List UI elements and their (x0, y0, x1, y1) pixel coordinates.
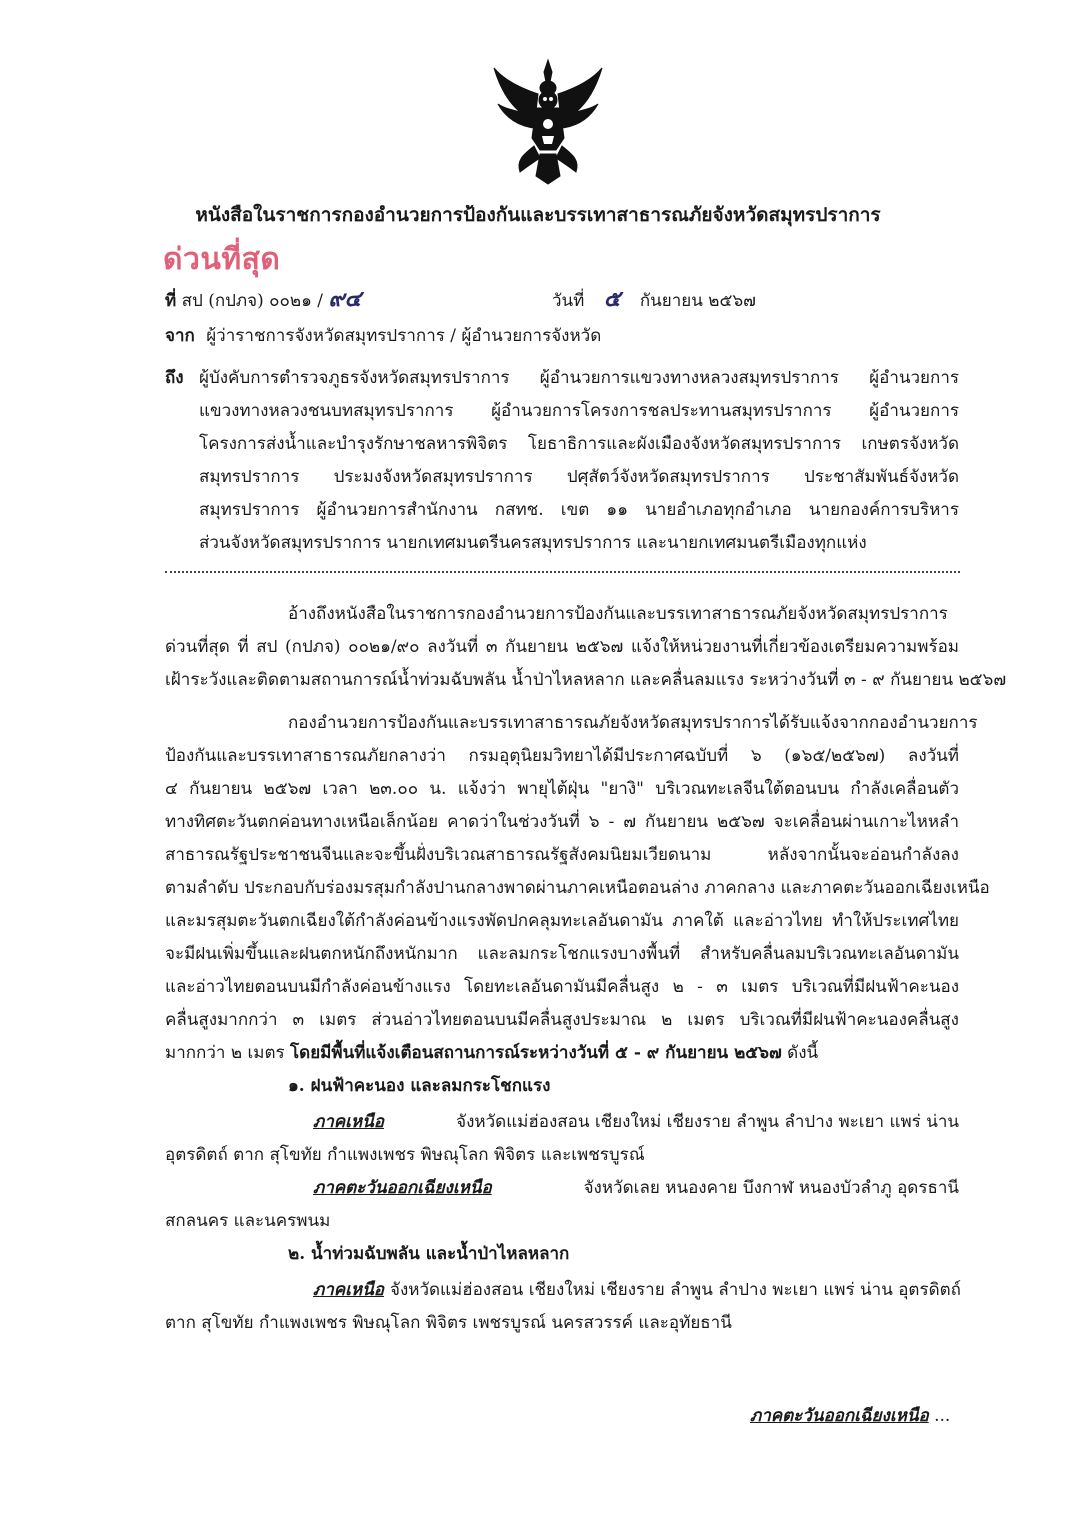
para2-line-5: สาธารณรัฐประชาชนจีนและจะขึ้นฝั่งบริเวณสาธารณรัฐสังคมนิยมเวียดนาม หลังจากนั้นจะอ่อนกำลังลง (165, 845, 959, 865)
para2-line-2: ป้องกันและบรรเทาสาธารณภัยกลางว่า กรมอุตุนิยมวิทยาได้มีประกาศฉบับที่ ๖ (๑๖๕/๒๕๖๗) ลงวันที่ (165, 746, 959, 766)
para2-line-8: จะมีฝนเพิ่มขึ้นและฝนตกหนักถึงหนักมาก และลมกระโชกแรงบางพื้นที่ สำหรับคลื่นลมบริเวณทะเลอันดามัน (165, 944, 959, 964)
to-line-6: ส่วนจังหวัดสมุทรปราการ นายกเทศมนตรีนครสมุทรปราการ และนายกเทศมนตรีเมืองทุกแห่ง (199, 533, 867, 553)
para2-last-tail: ดังนี้ (787, 1043, 819, 1063)
from-line (165, 322, 601, 349)
separator-dotted-line (165, 571, 960, 573)
to-line-1: ผู้บังคับการตำรวจภูธรจังหวัดสมุทรปราการ ผู้อำนวยการแขวงทางหลวงสมุทรปราการ ผู้อำนวยการ (199, 368, 959, 388)
s2-north-line-2: ตาก สุโขทัย กำแพงเพชร พิษณุโลก พิจิตร เพชรบูรณ์ นครสวรรค์ และอุทัยธานี (165, 1313, 732, 1333)
date-line (552, 281, 756, 316)
garuda-emblem-icon (490, 58, 606, 186)
from-label: จาก (165, 326, 195, 346)
urgency-stamp: ด่วนที่สุด (163, 242, 281, 277)
para1-line-3: เฝ้าระวังและติดตามสถานการณ์น้ำท่วมฉับพลัน น้ำป่าไหลหลาก และคลื่นลมแรง ระหว่างวันที่ ๓ - ๙ กันยายน ๒๕๖๗ (165, 670, 1007, 690)
to-line-5: สมุทรปราการ ผู้อำนวยการสำนักงาน กสทช. เขต ๑๑ นายอำเภอทุกอำเภอ นายกองค์การบริหาร (199, 500, 959, 520)
para2-line-10: คลื่นสูงมากกว่า ๓ เมตร ส่วนอ่าวไทยตอนบนมีคลื่นสูงประมาณ ๒ เมตร บริเวณที่มีฝนฟ้าคะนองคลื่นสูง (165, 1010, 959, 1030)
date-day-handwritten: ๕ (603, 287, 621, 312)
document-heading: หนังสือในราชการกองอำนวยการป้องกันและบรรเทาสาธารณภัยจังหวัดสมุทรปราการ (195, 204, 881, 226)
para2-line-11 (165, 1039, 818, 1066)
s2-north-label: ภาคเหนือ (313, 1280, 384, 1300)
ref-handwritten: ๙๔ (328, 287, 362, 312)
continuation-dots: ... (934, 1406, 951, 1426)
s1-north-line-1 (313, 1108, 959, 1135)
para2-line-7: และมรสุมตะวันตกเฉียงใต้กำลังค่อนข้างแรงพัดปกคลุมทะเลอันดามัน ภาคใต้ และอ่าวไทย ทำให้ประเทศไทย (165, 911, 959, 931)
para1-line-2: ด่วนที่สุด ที่ สป (กปภจ) ๐๐๒๑/๙๐ ลงวันที่ ๓ กันยายน ๒๕๖๗ แจ้งให้หน่วยงานที่เกี่ยวข้องเตรียมความพร้อม (165, 637, 959, 657)
para1-line-1: อ้างถึงหนังสือในราชการกองอำนวยการป้องกันและบรรเทาสาธารณภัยจังหวัดสมุทรปราการ (288, 604, 948, 624)
ref-label: ที่ (165, 291, 177, 311)
ref-number: สป (กปภจ) ๐๐๒๑ / (181, 291, 323, 311)
reference-line (165, 281, 361, 316)
section1-title: ๑. ฝนฟ้าคะนอง และลมกระโชกแรง (288, 1076, 551, 1096)
para2-line-1: กองอำนวยการป้องกันและบรรเทาสาธารณภัยจังหวัดสมุทรปราการได้รับแจ้งจากกองอำนวยการ (288, 713, 978, 733)
s2-north-text-1: จังหวัดแม่ฮ่องสอน เชียงใหม่ เชียงราย ลำพูน ลำปาง พะเยา แพร่ น่าน อุตรดิตถ์ (389, 1280, 961, 1300)
para2-line-4: ทางทิศตะวันตกค่อนทางเหนือเล็กน้อย คาดว่าในช่วงวันที่ ๖ - ๗ กันยายน ๒๕๖๗ จะเคลื่อนผ่านเกาะไหหลำ (165, 812, 959, 832)
s2-north-line-1 (313, 1276, 959, 1303)
para2-line-3: ๔ กันยายน ๒๕๖๗ เวลา ๒๓.๐๐ น. แจ้งว่า พายุไต้ฝุ่น "ยางิ" บริเวณทะเลจีนใต้ตอนบน กำลังเคลื่อนตัว (165, 779, 959, 799)
to-line-4: สมุทรปราการ ประมงจังหวัดสมุทรปราการ ปศุสัตว์จังหวัดสมุทรปราการ ประชาสัมพันธ์จังหวัด (199, 467, 959, 487)
s1-ne-line-2: สกลนคร และนครพนม (165, 1211, 331, 1231)
s1-north-text-1: จังหวัดแม่ฮ่องสอน เชียงใหม่ เชียงราย ลำพูน ลำปาง พะเยา แพร่ น่าน (456, 1112, 959, 1132)
para2-last-bold: โดยมีพื้นที่แจ้งเตือนสถานการณ์ระหว่างวันที่ ๕ - ๙ กันยายน ๒๕๖๗ (290, 1043, 782, 1063)
continuation-marker (750, 1402, 950, 1429)
s1-north-label: ภาคเหนือ (313, 1112, 384, 1132)
date-month-year: กันยายน ๒๕๖๗ (639, 291, 756, 311)
s1-ne-text-1: จังหวัดเลย หนองคาย บึงกาฬ หนองบัวลำภู อุดรธานี (583, 1178, 959, 1198)
para2-line-9: และอ่าวไทยตอนบนมีกำลังค่อนข้างแรง โดยทะเลอันดามันมีคลื่นสูง ๒ - ๓ เมตร บริเวณที่มีฝนฟ้าคะนอง (165, 977, 959, 997)
to-label: ถึง (165, 368, 184, 388)
s1-ne-line-1 (313, 1174, 959, 1201)
to-line-2: แขวงทางหลวงชนบทสมุทรปราการ ผู้อำนวยการโครงการชลประทานสมุทรปราการ ผู้อำนวยการ (199, 401, 959, 421)
from-text: ผู้ว่าราชการจังหวัดสมุทรปราการ / ผู้อำนวยการจังหวัด (206, 326, 602, 346)
date-label: วันที่ (552, 291, 585, 311)
to-line-3: โครงการส่งน้ำและบำรุงรักษาชลหารพิจิตร โยธาธิการและผังเมืองจังหวัดสมุทรปราการ เกษตรจังหวัด (199, 434, 959, 454)
section2-title: ๒. น้ำท่วมฉับพลัน และน้ำป่าไหลหลาก (288, 1244, 570, 1264)
para2-line-6: ตามลำดับ ประกอบกับร่องมรสุมกำลังปานกลางพาดผ่านภาคเหนือตอนล่าง ภาคกลาง และภาคตะวันออกเฉียงเหนือ (165, 878, 990, 898)
s1-ne-label: ภาคตะวันออกเฉียงเหนือ (313, 1178, 492, 1198)
para2-last-plain: มากกว่า ๒ เมตร (165, 1043, 285, 1063)
continuation-label: ภาคตะวันออกเฉียงเหนือ (750, 1406, 929, 1426)
s1-north-line-2: อุตรดิตถ์ ตาก สุโขทัย กำแพงเพชร พิษณุโลก พิจิตร และเพชรบูรณ์ (165, 1145, 645, 1165)
